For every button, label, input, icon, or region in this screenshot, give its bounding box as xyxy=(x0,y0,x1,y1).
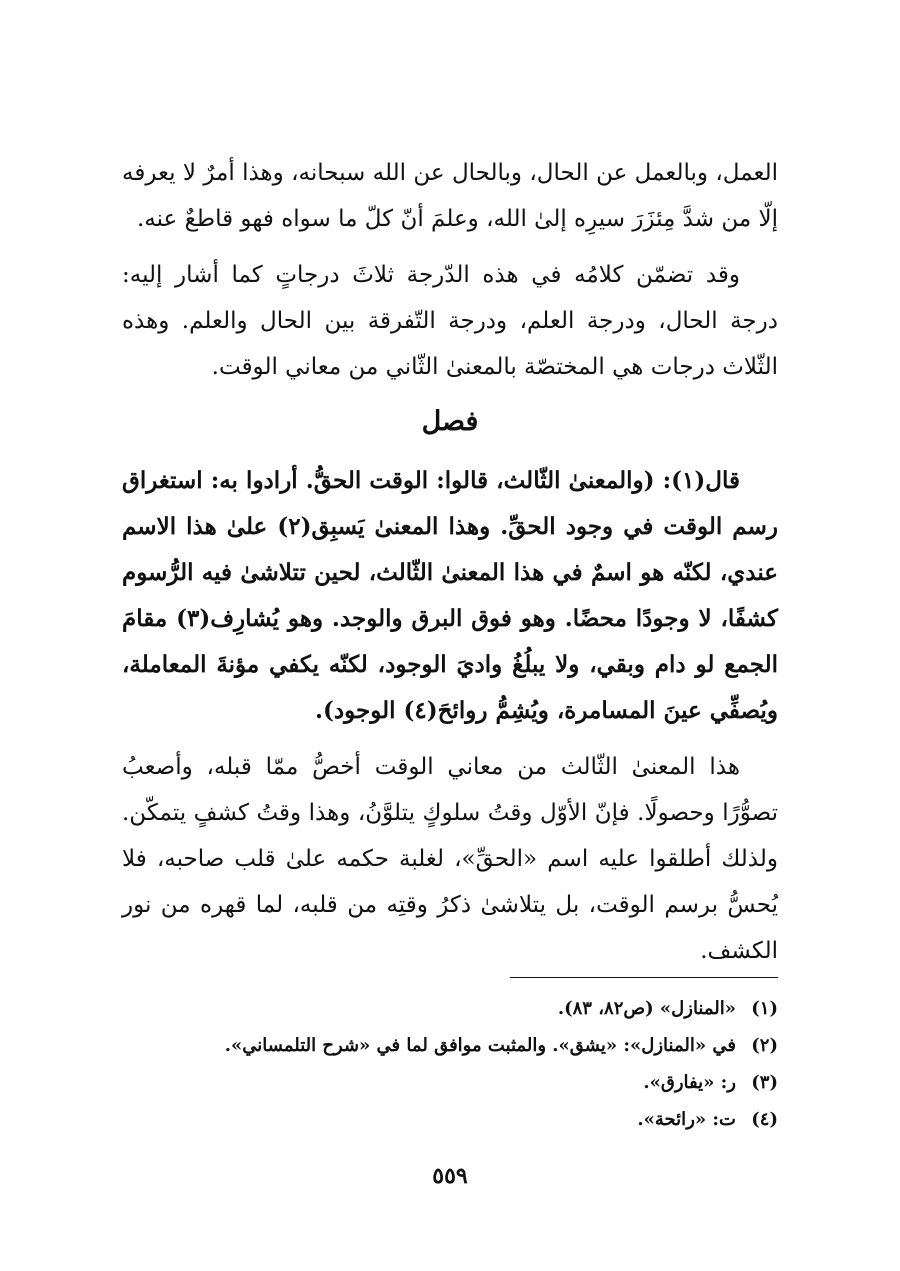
footnote-text: «المنازل» (ص٨٢، ٨٣). xyxy=(557,998,736,1019)
page-number: ٥٥٩ xyxy=(432,1163,468,1189)
footnote-separator xyxy=(510,977,778,978)
footnote xyxy=(122,1101,778,1138)
footnote-number: (١) xyxy=(751,998,778,1019)
quote-lead: قال(١) xyxy=(671,467,740,494)
footnote xyxy=(122,990,778,1027)
paragraph-commentary: هذا المعنىٰ الثّالث من معاني الوقت أخصُّ ممّا قبله، وأصعبُ تصوُّرًا وحصولًا. فإنّ الأوّل وقتُ سلوكٍ يتلوَّنُ، وهذا وقتُ كشفٍ يتمكّن. ولذلك أطلقوا عليه اسم «الحقِّ»، لغلبة حكمه علىٰ قلب صاحبه، فلا يُحسُّ برسم الوقت، بل يتلاشىٰ ذكرُ وقتِه من قلبه، لما قهره من نور الكشف. xyxy=(122,754,778,964)
footnote xyxy=(122,1064,778,1101)
paragraph-summary: وقد تضمّن كلامُه في هذه الدّرجة ثلاثَ درجاتٍ كما أشار إليه: درجة الحال، ودرجة العلم، ودرجة التّفرقة بين الحال والعلم. وهذه الثّلاث درجات هي المختصّة بالمعنىٰ الثّاني من معاني الوقت. xyxy=(122,262,778,380)
footnotes xyxy=(122,990,778,1138)
section-heading: فصل xyxy=(421,406,479,437)
quote-text: : (والمعنىٰ الثّالث، قالوا: الوقت الحقُّ. أرادوا به: استغراق رسم الوقت في وجود الحقِّ. وهذا المعنىٰ يَسبِق(٢) علىٰ هذا الاسم عندي، لكنّه هو اسمٌ في هذا المعنىٰ الثّالث، لحين تتلاشىٰ فيه الرُّسوم كشفًا، لا وجودًا محضًا. وهو فوق البرق والوجد. وهو يُشارِف(٣) مقامَ الجمع لو دام وبقي، ولا يبلُغُ واديَ الوجود، لكنّه يكفي مؤنةَ المعاملة، ويُصفِّي عينَ المسامرة، ويُشِمُّ روائحَ(٤) الوجود). xyxy=(122,467,778,724)
main-text xyxy=(122,150,778,984)
footnote-number: (٣) xyxy=(751,1072,778,1093)
footnote-number: (٢) xyxy=(751,1035,778,1056)
quoted-passage xyxy=(122,458,778,734)
paragraph-continuation: العمل، وبالعمل عن الحال، وبالحال عن الله سبحانه، وهذا أمرٌ لا يعرفه إلّا من شدَّ مِئزَرَ سيرِه إلىٰ الله، وعلمَ أنّ كلّ ما سواه فهو قاطعٌ عنه. xyxy=(122,160,778,232)
footnote xyxy=(122,1027,778,1064)
footnote-text: ر: «يفارق». xyxy=(643,1072,736,1093)
footnote-text: ت: «رائحة». xyxy=(637,1109,736,1130)
footnote-text: في «المنازل»: «يشق». والمثبت موافق لما في «شرح التلمساني». xyxy=(224,1035,736,1056)
footnote-number: (٤) xyxy=(751,1109,778,1130)
